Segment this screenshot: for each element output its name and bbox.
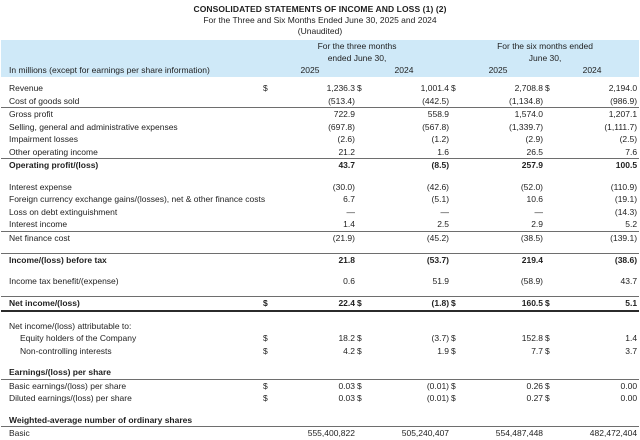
value-cell: 160.5 [465, 297, 545, 311]
dollar-sign: $ [451, 297, 465, 311]
value-cell [559, 366, 639, 379]
value-cell: 1,001.4 [420, 83, 450, 93]
value-cell: 2,708.8 [514, 83, 544, 93]
value-cell: 100.5 [615, 160, 638, 170]
dollar-spacer [545, 366, 559, 379]
dollar-spacer [451, 121, 465, 134]
row-label: Selling, general and administrative expenses [9, 121, 178, 132]
dollar-spacer [451, 218, 465, 231]
value-cell: (38.5) [520, 232, 544, 243]
value-cell: 2,194.0 [608, 83, 638, 93]
dollar-spacer [357, 275, 371, 288]
value-cell: (1,134.8) [465, 95, 545, 108]
value-cell: (2.6) [337, 134, 355, 144]
dollar-spacer [263, 181, 277, 194]
dollar-spacer [357, 253, 371, 266]
document-title: CONSOLIDATED STATEMENTS OF INCOME AND LOSS (1) (2) [193, 4, 447, 14]
dollar-spacer [263, 133, 277, 146]
row-cost-of-goods-sold [1, 95, 639, 108]
dollar-spacer [451, 427, 465, 440]
dollar-sign: $ [357, 380, 362, 391]
six-months-header-line1: For the six months ended [451, 40, 639, 52]
year-header-row [1, 64, 639, 77]
row-label: Cost of goods sold [1, 95, 263, 108]
dollar-spacer [545, 95, 559, 108]
value-cell: 26.5 [465, 146, 545, 159]
value-cell: 0.03 [338, 380, 355, 391]
income-statement-table [1, 40, 639, 440]
value-cell: 7.7 [531, 345, 544, 356]
spacer-cell [1, 311, 639, 320]
dollar-spacer [357, 121, 371, 134]
row-label: Interest income [1, 218, 263, 231]
value-cell: 482,472,404 [589, 428, 638, 438]
year-col-3: 2025 [451, 64, 545, 77]
value-cell: 505,240,407 [401, 428, 450, 438]
dollar-spacer [263, 206, 277, 219]
dollar-spacer [263, 193, 277, 206]
value-cell: 1.4 [277, 218, 357, 231]
dollar-spacer [263, 95, 277, 108]
value-cell: 257.9 [521, 160, 544, 170]
dollar-spacer [545, 320, 559, 333]
row-label: Earnings/(loss) per share [1, 366, 263, 379]
dollar-sign: $ [545, 380, 550, 391]
dollar-spacer [357, 133, 371, 146]
header-empty-cell [1, 40, 263, 52]
row-sga-expenses [1, 121, 639, 134]
dollar-spacer [357, 146, 371, 159]
row-basic-eps [1, 379, 639, 392]
dollar-sign: $ [357, 393, 362, 403]
row-net-income-loss [1, 297, 639, 311]
value-cell [559, 414, 639, 427]
dollar-spacer [263, 108, 277, 121]
row-loss-on-debt-extinguishment [1, 206, 639, 219]
value-cell: 5.1 [559, 297, 639, 311]
row-label: Weighted-average number of ordinary shares [1, 414, 263, 427]
value-cell: 1,236.3 [326, 83, 355, 93]
dollar-spacer [263, 414, 277, 427]
value-cell [371, 320, 451, 333]
value-cell: (139.1) [610, 232, 638, 243]
row-label: Income/(loss) before tax [9, 254, 107, 265]
unit-note: In millions (except for earnings per share information) [1, 64, 263, 77]
value-cell: 0.00 [620, 393, 638, 403]
dollar-spacer [545, 108, 559, 121]
value-cell [465, 320, 545, 333]
dollar-spacer [545, 159, 559, 172]
value-cell: 0.00 [620, 380, 638, 391]
row-equity-holders [1, 332, 639, 345]
row-label: Interest expense [9, 181, 72, 192]
dollar-spacer [357, 193, 371, 206]
value-cell [277, 366, 357, 379]
dollar-spacer [451, 253, 465, 266]
period-group-row-2 [1, 52, 639, 64]
value-cell [371, 414, 451, 427]
dollar-sign: $ [451, 83, 456, 93]
value-cell: — [534, 206, 544, 217]
value-cell: 1,207.1 [608, 109, 638, 119]
dollar-sign: $ [357, 297, 371, 311]
value-cell: 152.8 [521, 333, 544, 343]
dollar-spacer [545, 253, 559, 266]
dollar-sign: $ [263, 393, 268, 403]
value-cell: 3.7 [625, 345, 638, 356]
row-label: Loss on debt extinguishment [9, 206, 118, 217]
dollar-sign: $ [545, 297, 559, 311]
dollar-spacer [263, 427, 277, 440]
dollar-spacer [357, 108, 371, 121]
year-col-2: 2024 [357, 64, 451, 77]
dollar-spacer [263, 253, 277, 266]
value-cell: 10.6 [526, 194, 544, 204]
value-cell: (442.5) [371, 95, 451, 108]
row-label: Basic [9, 428, 30, 438]
row-label: Gross profit [9, 109, 53, 119]
value-cell: 21.8 [338, 254, 355, 265]
dollar-spacer [357, 206, 371, 219]
dollar-spacer [263, 320, 277, 333]
dollar-sign: $ [545, 345, 550, 356]
dollar-sign: $ [263, 345, 268, 356]
dollar-spacer [451, 159, 465, 172]
value-cell: — [346, 206, 355, 217]
dollar-spacer [545, 206, 559, 219]
value-cell: (30.0) [332, 181, 355, 192]
dollar-spacer [451, 231, 465, 244]
value-cell: (19.1) [614, 194, 638, 204]
value-cell: (697.8) [328, 121, 355, 132]
value-cell: (110.9) [610, 181, 638, 192]
value-cell: (567.8) [422, 121, 450, 132]
value-cell: 555,400,822 [307, 428, 355, 438]
value-cell: (0.01) [426, 380, 450, 391]
row-label: Net finance cost [9, 232, 70, 243]
dollar-spacer [545, 193, 559, 206]
dollar-spacer [545, 181, 559, 194]
value-cell: (1.8) [371, 297, 451, 311]
value-cell: 7.6 [559, 146, 639, 159]
dollar-sign: $ [451, 380, 456, 391]
value-cell: 18.2 [338, 333, 355, 343]
dollar-spacer [451, 366, 465, 379]
dollar-spacer [357, 231, 371, 244]
value-cell: 43.7 [338, 160, 355, 170]
row-income-tax-benefit-expense [1, 275, 639, 288]
row-basic-shares [1, 427, 639, 440]
row-operating-profit-loss [1, 159, 639, 172]
value-cell: (14.3) [614, 206, 638, 217]
three-months-header-line1: For the three months [263, 40, 451, 52]
spacer-cell [1, 172, 639, 181]
spacer-cell [1, 357, 639, 366]
value-cell: 0.27 [526, 393, 544, 403]
value-cell: 2.9 [465, 218, 545, 231]
dollar-sign: $ [263, 297, 277, 311]
value-cell: (45.2) [426, 232, 450, 243]
row-gross-profit [1, 108, 639, 121]
dollar-sign: $ [545, 83, 550, 93]
row-interest-income [1, 218, 639, 231]
dollar-spacer [263, 231, 277, 244]
dollar-spacer [451, 133, 465, 146]
value-cell: 1,574.0 [514, 109, 544, 119]
row-label: Net income/(loss) [1, 297, 263, 311]
spacer-cell [1, 266, 639, 275]
value-cell: (1.2) [431, 134, 450, 144]
dollar-sign: $ [451, 333, 456, 343]
value-cell: (53.7) [426, 254, 450, 265]
year-col-1: 2025 [263, 64, 357, 77]
three-months-header-line2: ended June 30, [263, 52, 451, 64]
row-net-finance-cost [1, 231, 639, 244]
row-label: Other operating income [1, 146, 263, 159]
dollar-spacer [263, 159, 277, 172]
dollar-spacer [263, 146, 277, 159]
value-cell: 0.6 [343, 276, 355, 286]
spacer-row [1, 288, 639, 297]
dollar-spacer [545, 231, 559, 244]
value-cell: (58.9) [520, 276, 544, 286]
value-cell: (0.01) [426, 393, 450, 403]
year-col-4: 2024 [545, 64, 639, 77]
value-cell [277, 320, 357, 333]
dollar-spacer [357, 427, 371, 440]
value-cell: (3.7) [431, 333, 450, 343]
dollar-spacer [451, 95, 465, 108]
dollar-spacer [357, 159, 371, 172]
value-cell: 21.2 [277, 146, 357, 159]
value-cell: (986.9) [559, 95, 639, 108]
dollar-spacer [545, 146, 559, 159]
value-cell [465, 414, 545, 427]
dollar-spacer [451, 146, 465, 159]
value-cell [371, 366, 451, 379]
spacer-cell [1, 288, 639, 297]
value-cell [277, 414, 357, 427]
dollar-sign: $ [451, 345, 456, 356]
dollar-spacer [545, 133, 559, 146]
dollar-spacer [545, 414, 559, 427]
value-cell: (513.4) [277, 95, 357, 108]
value-cell: 1.4 [625, 333, 638, 343]
dollar-sign: $ [451, 393, 456, 403]
value-cell: 1.9 [437, 345, 450, 356]
value-cell: (21.9) [332, 232, 355, 243]
row-label: Non-controlling interests [20, 345, 112, 356]
row-label: Operating profit/(loss) [9, 160, 99, 170]
dollar-sign: $ [357, 83, 362, 93]
spacer-row [1, 405, 639, 414]
value-cell: 722.9 [333, 109, 355, 119]
value-cell: (2.9) [525, 134, 544, 144]
document-header [0, 0, 640, 37]
row-interest-expense [1, 181, 639, 194]
dollar-spacer [545, 427, 559, 440]
dollar-spacer [357, 320, 371, 333]
spacer-row [1, 311, 639, 320]
value-cell: (38.6) [614, 254, 638, 265]
row-wavg-shares-header [1, 414, 639, 427]
row-label: Foreign currency exchange gains/(losses), net & other finance costs [9, 194, 266, 204]
value-cell: (2.5) [619, 134, 638, 144]
value-cell [559, 320, 639, 333]
dollar-spacer [451, 181, 465, 194]
row-impairment-losses [1, 133, 639, 146]
value-cell: 0.03 [338, 393, 355, 403]
row-income-loss-before-tax [1, 253, 639, 266]
table-body [1, 77, 639, 440]
spacer-row [1, 357, 639, 366]
header-empty-cell [1, 52, 263, 64]
row-label: Income tax benefit/(expense) [9, 276, 119, 286]
dollar-spacer [357, 414, 371, 427]
dollar-spacer [451, 206, 465, 219]
spacer-row [1, 244, 639, 253]
document-subtitle: For the Three and Six Months Ended June 30, 2025 and 2024 [203, 15, 437, 25]
value-cell: 5.2 [559, 218, 639, 231]
row-label: Equity holders of the Company [20, 333, 137, 343]
value-cell: (42.6) [426, 181, 450, 192]
row-label: Net income/(loss) attributable to: [9, 320, 132, 331]
value-cell: 51.9 [432, 276, 450, 286]
value-cell [465, 366, 545, 379]
dollar-spacer [451, 275, 465, 288]
dollar-spacer [357, 218, 371, 231]
dollar-spacer [451, 193, 465, 206]
row-diluted-eps [1, 392, 639, 405]
dollar-spacer [263, 275, 277, 288]
spacer-cell [1, 244, 639, 253]
value-cell: (1,111.7) [604, 121, 638, 132]
dollar-sign: $ [545, 393, 550, 403]
dollar-spacer [357, 366, 371, 379]
dollar-spacer [357, 95, 371, 108]
value-cell: (1,339.7) [509, 121, 544, 132]
table-header-band [1, 40, 639, 77]
row-label: Basic earnings/(loss) per share [9, 380, 127, 391]
value-cell: 4.2 [343, 345, 355, 356]
value-cell: 43.7 [620, 276, 638, 286]
row-label: Impairment losses [9, 134, 78, 144]
six-months-header-line2: June 30, [451, 52, 639, 64]
dollar-spacer [263, 366, 277, 379]
row-label: Diluted earnings/(loss) per share [9, 393, 132, 403]
spacer-cell [1, 405, 639, 414]
dollar-spacer [263, 121, 277, 134]
dollar-sign: $ [357, 333, 362, 343]
value-cell: 1.6 [371, 146, 451, 159]
spacer-row [1, 266, 639, 275]
row-revenue [1, 82, 639, 95]
row-other-operating-income [1, 146, 639, 159]
dollar-spacer [545, 275, 559, 288]
dollar-sign: $ [545, 333, 550, 343]
value-cell: 0.26 [526, 380, 544, 391]
row-fx-gains-losses [1, 193, 639, 206]
value-cell: (5.1) [431, 194, 450, 204]
row-eps-header [1, 366, 639, 379]
dollar-spacer [357, 181, 371, 194]
dollar-spacer [263, 218, 277, 231]
row-attributable-header [1, 320, 639, 333]
value-cell: (8.5) [431, 160, 450, 170]
unaudited-note: (Unaudited) [297, 26, 343, 36]
value-cell: 22.4 [277, 297, 357, 311]
dollar-sign: $ [263, 380, 268, 391]
dollar-spacer [545, 121, 559, 134]
value-cell: 2.5 [371, 218, 451, 231]
dollar-spacer [545, 218, 559, 231]
row-label: Revenue [9, 83, 44, 93]
value-cell: — [440, 206, 450, 217]
value-cell: 554,487,448 [495, 428, 544, 438]
row-non-controlling-interests [1, 345, 639, 358]
period-group-row-1 [1, 40, 639, 52]
spacer-row [1, 172, 639, 181]
value-cell: 219.4 [521, 254, 544, 265]
dollar-spacer [451, 414, 465, 427]
dollar-sign: $ [357, 345, 362, 356]
value-cell: 6.7 [343, 194, 355, 204]
dollar-sign: $ [263, 333, 268, 343]
dollar-sign: $ [263, 83, 268, 93]
dollar-spacer [451, 320, 465, 333]
value-cell: 558.9 [427, 109, 450, 119]
value-cell: (52.0) [520, 181, 544, 192]
dollar-spacer [451, 108, 465, 121]
